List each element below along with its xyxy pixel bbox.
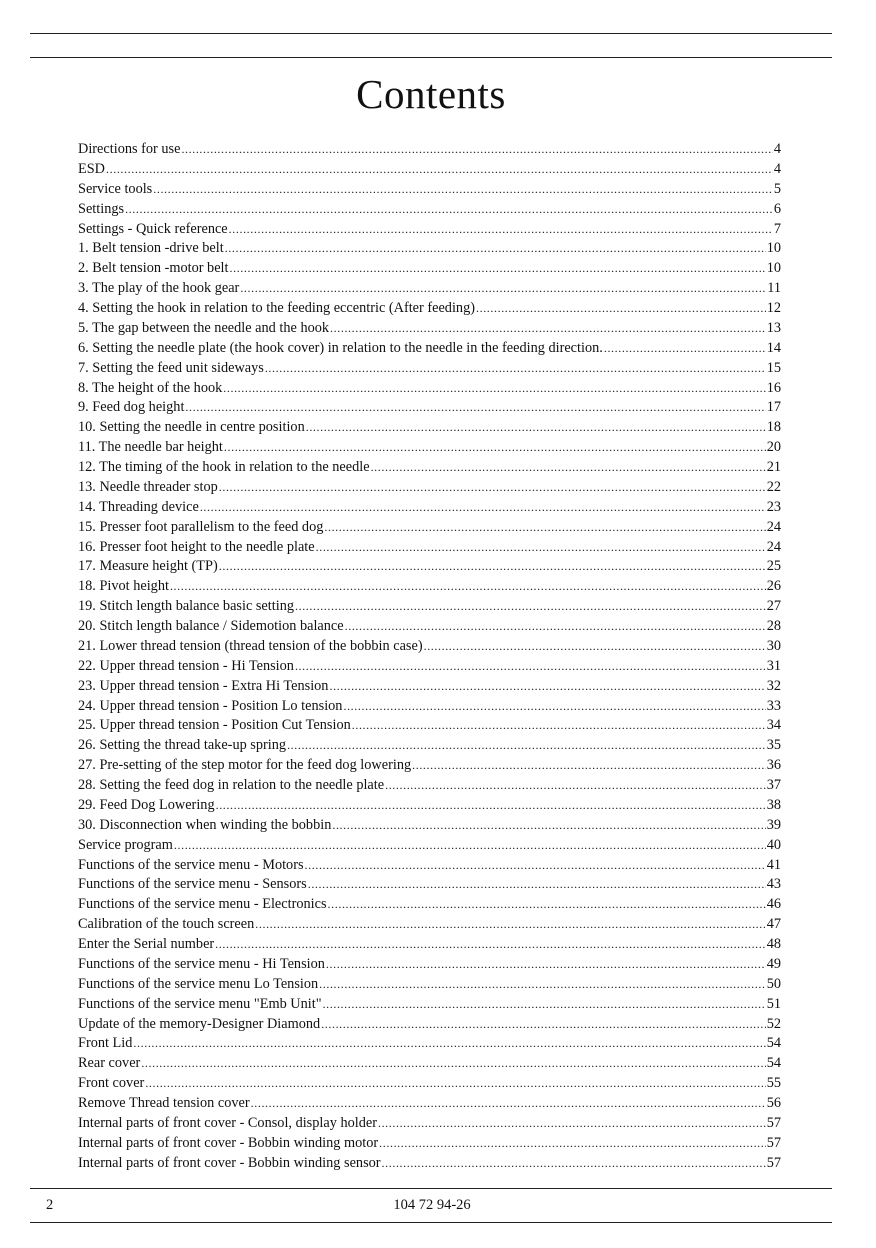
dot-leader — [185, 399, 765, 416]
toc-entry-page: 24 — [766, 538, 781, 555]
dot-leader — [219, 479, 766, 496]
dot-leader — [326, 956, 766, 973]
dot-leader — [224, 439, 766, 456]
toc-entry[interactable] — [78, 857, 781, 877]
toc-entry-label: Functions of the service menu - Sensors — [78, 876, 307, 893]
toc-entry-page: 18 — [766, 419, 781, 436]
dot-leader — [424, 638, 766, 655]
toc-entry[interactable] — [78, 459, 781, 479]
toc-entry[interactable] — [78, 1016, 781, 1036]
dot-leader — [145, 1075, 765, 1092]
dot-leader — [382, 1155, 766, 1172]
dot-leader — [306, 419, 766, 436]
dot-leader — [332, 817, 765, 834]
toc-entry-label: 5. The gap between the needle and the hook — [78, 319, 330, 336]
toc-entry-page: 36 — [766, 757, 781, 774]
toc-entry-label: Settings - Quick reference — [78, 220, 228, 237]
toc-entry-label: 15. Presser foot parallelism to the feed dog — [78, 518, 324, 535]
dot-leader — [216, 797, 766, 814]
toc-entry-label: 23. Upper thread tension - Extra Hi Tension — [78, 677, 329, 694]
toc-entry-page: 34 — [766, 717, 781, 734]
dot-leader — [133, 1035, 765, 1052]
toc-entry-page: 7 — [773, 220, 781, 237]
toc-entry-page: 57 — [766, 1154, 781, 1171]
dot-leader — [476, 300, 766, 317]
toc-entry-label: 29. Feed Dog Lowering — [78, 796, 215, 813]
toc-entry-page: 55 — [766, 1075, 781, 1092]
toc-entry-page: 39 — [766, 816, 781, 833]
toc-entry-label: 7. Setting the feed unit sideways — [78, 359, 264, 376]
toc-entry[interactable] — [78, 1095, 781, 1115]
toc-entry-page: 12 — [766, 300, 781, 316]
dot-leader — [265, 360, 766, 377]
toc-entry-label: Enter the Serial number — [78, 936, 215, 952]
dot-leader — [385, 777, 766, 794]
dot-leader — [412, 757, 766, 774]
toc-entry[interactable] — [78, 1155, 781, 1175]
toc-entry[interactable] — [78, 399, 781, 419]
toc-entry-label: 28. Setting the feed dog in relation to the needle plate — [78, 777, 385, 793]
toc-entry-label: 2. Belt tension -motor belt — [78, 260, 229, 277]
dot-leader — [324, 519, 765, 536]
toc-entry[interactable] — [78, 698, 781, 718]
toc-entry-page: 54 — [766, 1035, 781, 1052]
toc-entry-page: 4 — [773, 160, 781, 177]
toc-entry[interactable] — [78, 558, 781, 578]
toc-entry[interactable] — [78, 201, 781, 221]
toc-entry-page: 35 — [766, 737, 781, 754]
toc-entry-page: 17 — [766, 399, 781, 416]
toc-entry-label: 19. Stitch length balance basic setting — [78, 598, 294, 615]
toc-entry-label: Front Lid — [78, 1035, 133, 1052]
toc-entry-label: 9. Feed dog height — [78, 399, 185, 416]
toc-entry-label: Calibration of the touch screen — [78, 916, 255, 933]
toc-entry-page: 27 — [766, 598, 781, 615]
toc-entry[interactable] — [78, 936, 781, 956]
toc-entry-page: 54 — [766, 1055, 781, 1072]
dot-leader — [308, 876, 766, 893]
toc-entry-label: 1. Belt tension -drive belt — [78, 240, 224, 257]
toc-entry-label: Functions of the service menu - Hi Tension — [78, 955, 325, 972]
toc-entry[interactable] — [78, 996, 781, 1016]
toc-entry-label: Internal parts of front cover - Bobbin winding sensor — [78, 1154, 381, 1171]
toc-entry-page: 30 — [766, 637, 781, 654]
toc-entry-label: Functions of the service menu - Electronics — [78, 896, 327, 913]
dot-leader — [343, 698, 765, 715]
toc-entry-page: 13 — [766, 319, 781, 336]
dot-leader — [305, 857, 766, 874]
toc-entry[interactable] — [78, 598, 781, 618]
toc-entry[interactable] — [78, 240, 781, 260]
toc-entry[interactable] — [78, 280, 781, 300]
dot-leader — [330, 320, 766, 337]
toc-entry[interactable] — [78, 1135, 781, 1155]
dot-leader — [604, 340, 766, 357]
toc-entry-label: Service tools — [78, 180, 153, 197]
toc-entry-page: 56 — [766, 1095, 781, 1111]
dot-leader — [125, 201, 773, 218]
toc-entry[interactable] — [78, 737, 781, 757]
toc-entry-label: Remove Thread tension cover — [78, 1095, 250, 1111]
toc-entry-page: 40 — [766, 836, 781, 853]
toc-entry-label: Functions of the service menu - Motors — [78, 856, 304, 873]
bottom-rule-1 — [30, 1188, 832, 1189]
toc-entry[interactable] — [78, 479, 781, 499]
toc-entry-page: 49 — [766, 955, 781, 972]
toc-entry-page: 14 — [766, 339, 781, 356]
toc-entry-page: 38 — [766, 796, 781, 813]
toc-entry-label: 24. Upper thread tension - Position Lo tension — [78, 697, 343, 714]
toc-entry-page: 28 — [766, 618, 781, 634]
toc-entry-page: 52 — [766, 1015, 781, 1032]
toc-entry-label: Functions of the service menu "Emb Unit" — [78, 995, 322, 1012]
dot-leader — [230, 260, 766, 277]
toc-entry-label: Functions of the service menu Lo Tension — [78, 975, 319, 992]
dot-leader — [229, 221, 773, 238]
toc-entry-label: Service program — [78, 836, 173, 853]
toc-entry-page: 57 — [766, 1114, 781, 1131]
toc-entry[interactable] — [78, 181, 781, 201]
toc-entry[interactable] — [78, 320, 781, 340]
toc-entry[interactable] — [78, 260, 781, 280]
dot-leader — [106, 161, 773, 178]
toc-entry-page: 6 — [773, 200, 781, 217]
toc-entry[interactable] — [78, 638, 781, 658]
toc-entry-label: Rear cover — [78, 1055, 141, 1072]
dot-leader — [319, 976, 766, 993]
toc-entry-page: 57 — [766, 1134, 781, 1151]
dot-leader — [287, 737, 766, 754]
toc-entry-label: 3. The play of the hook gear — [78, 280, 240, 297]
toc-entry[interactable] — [78, 439, 781, 459]
toc-entry[interactable] — [78, 817, 781, 837]
dot-leader — [219, 558, 766, 575]
toc-entry[interactable] — [78, 578, 781, 598]
toc-entry-page: 24 — [766, 518, 781, 535]
toc-entry-page: 43 — [766, 876, 781, 893]
toc-entry-page: 15 — [766, 359, 781, 376]
toc-entry[interactable] — [78, 757, 781, 777]
dot-leader — [170, 578, 766, 595]
toc-entry[interactable] — [78, 141, 781, 161]
toc-entry-label: 27. Pre-setting of the step motor for the feed dog lowering — [78, 757, 412, 774]
toc-entry-label: Front cover — [78, 1075, 145, 1092]
toc-entry-page: 32 — [766, 677, 781, 694]
dot-leader — [323, 996, 766, 1013]
dot-leader — [329, 678, 765, 695]
toc-entry[interactable] — [78, 1055, 781, 1075]
toc-entry-page: 5 — [773, 180, 781, 197]
toc-entry-page: 4 — [773, 141, 781, 157]
toc-entry[interactable] — [78, 419, 781, 439]
toc-entry-label: 6. Setting the needle plate (the hook cover) in relation to the needle in the feeding direction. — [78, 339, 603, 356]
toc-entry-page: 51 — [766, 995, 781, 1012]
toc-entry-label: 17. Measure height (TP) — [78, 558, 218, 575]
toc-entry[interactable] — [78, 300, 781, 320]
toc-entry-label: Directions for use — [78, 141, 181, 157]
dot-leader — [371, 459, 766, 476]
toc-entry[interactable] — [78, 837, 781, 857]
dot-leader — [200, 499, 766, 516]
toc-entry-label: 8. The height of the hook — [78, 379, 223, 396]
toc-entry-page: 47 — [766, 916, 781, 933]
toc-entry-page: 26 — [766, 578, 781, 595]
toc-entry[interactable] — [78, 221, 781, 241]
toc-entry[interactable] — [78, 976, 781, 996]
toc-entry-label: Update of the memory-Designer Diamond — [78, 1015, 321, 1032]
toc-entry-label: 30. Disconnection when winding the bobbin — [78, 816, 332, 833]
toc-entry-label: 20. Stitch length balance / Sidemotion balance — [78, 618, 344, 634]
toc-entry-label: ESD — [78, 160, 106, 177]
dot-leader — [251, 1095, 766, 1112]
dot-leader — [316, 539, 766, 556]
toc-entry-page: 22 — [766, 478, 781, 495]
toc-entry-page: 48 — [766, 936, 781, 952]
dot-leader — [345, 618, 766, 635]
dot-leader — [255, 916, 765, 933]
toc-entry-label: 10. Setting the needle in centre position — [78, 419, 305, 436]
dot-leader — [141, 1055, 765, 1072]
toc-entry[interactable] — [78, 797, 781, 817]
toc-entry[interactable] — [78, 777, 781, 797]
toc-entry[interactable] — [78, 956, 781, 976]
dot-leader — [240, 280, 766, 297]
toc-entry-label: 26. Setting the thread take-up spring — [78, 737, 287, 754]
toc-entry[interactable] — [78, 1035, 781, 1055]
toc-entry-page: 20 — [766, 439, 781, 456]
toc-entry[interactable] — [78, 916, 781, 936]
toc-entry-page: 23 — [766, 498, 781, 515]
toc-entry-label: Internal parts of front cover - Consol, display holder — [78, 1114, 377, 1131]
toc-entry-page: 25 — [766, 558, 781, 575]
dot-leader — [223, 380, 765, 397]
dot-leader — [153, 181, 773, 198]
toc-entry[interactable] — [78, 360, 781, 380]
dot-leader — [378, 1115, 766, 1132]
toc-entry-label: 14. Threading device — [78, 498, 199, 515]
dot-leader — [181, 141, 772, 158]
dot-leader — [174, 837, 766, 854]
toc-entry-page: 21 — [766, 459, 781, 475]
toc-entry-label: 25. Upper thread tension - Position Cut Tension — [78, 717, 351, 734]
bottom-rule-2 — [30, 1222, 832, 1223]
toc-entry[interactable] — [78, 896, 781, 916]
toc-entry[interactable] — [78, 539, 781, 559]
toc-entry[interactable] — [78, 618, 781, 638]
dot-leader — [328, 896, 766, 913]
toc-entry[interactable] — [78, 499, 781, 519]
toc-entry[interactable] — [78, 380, 781, 400]
toc-entry-label: Internal parts of front cover - Bobbin winding motor — [78, 1134, 379, 1151]
toc-entry-page: 16 — [766, 379, 781, 396]
toc-entry-label: 4. Setting the hook in relation to the feeding eccentric (After feeding) — [78, 300, 475, 316]
dot-leader — [379, 1135, 766, 1152]
toc-entry-page: 31 — [766, 657, 781, 674]
toc-entry-label: 13. Needle threader stop — [78, 478, 218, 495]
dot-leader — [352, 717, 766, 734]
toc-entry-label: 22. Upper thread tension - Hi Tension — [78, 657, 294, 674]
dot-leader — [295, 598, 766, 615]
toc-entry-page: 11 — [767, 280, 781, 297]
toc-entry-label: 12. The timing of the hook in relation to the needle — [78, 459, 370, 475]
table-of-contents — [78, 141, 781, 1175]
footer-page-number: 2 — [46, 1197, 54, 1213]
toc-entry[interactable] — [78, 519, 781, 539]
toc-entry-page: 10 — [766, 260, 781, 277]
page-title: Contents — [356, 71, 506, 117]
toc-entry-label: 21. Lower thread tension (thread tension of the bobbin case) — [78, 637, 423, 654]
toc-entry-page: 41 — [766, 856, 781, 873]
toc-entry-page: 37 — [766, 777, 781, 793]
toc-entry[interactable] — [78, 1075, 781, 1095]
top-rule-1 — [30, 33, 832, 34]
dot-leader — [215, 936, 766, 953]
toc-entry[interactable] — [78, 161, 781, 181]
top-rule-2 — [30, 57, 832, 58]
toc-entry[interactable] — [78, 658, 781, 678]
toc-entry-page: 10 — [766, 240, 781, 257]
toc-entry[interactable] — [78, 1115, 781, 1135]
toc-entry[interactable] — [78, 340, 781, 360]
toc-entry-label: 11. The needle bar height — [78, 439, 223, 456]
toc-entry[interactable] — [78, 678, 781, 698]
toc-entry-page: 46 — [766, 896, 781, 913]
toc-entry-label: 16. Presser foot height to the needle plate — [78, 538, 315, 555]
toc-entry[interactable] — [78, 876, 781, 896]
toc-entry-label: 18. Pivot height — [78, 578, 169, 595]
toc-entry-page: 50 — [766, 975, 781, 992]
toc-entry-page: 33 — [766, 697, 781, 714]
toc-entry[interactable] — [78, 717, 781, 737]
dot-leader — [321, 1016, 766, 1033]
dot-leader — [295, 658, 766, 675]
toc-entry-label: Settings — [78, 200, 125, 217]
dot-leader — [225, 240, 766, 257]
footer-doc-number: 104 72 94-26 — [393, 1197, 471, 1213]
